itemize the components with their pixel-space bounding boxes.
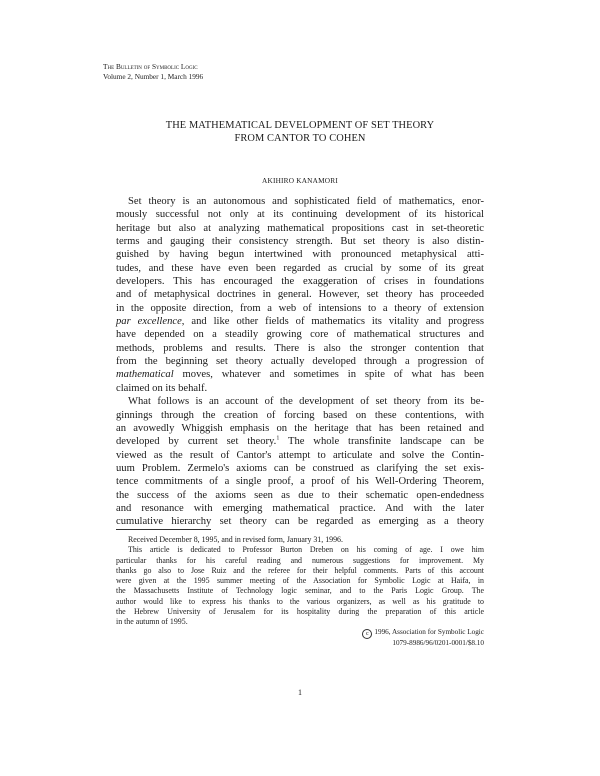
line-end: The whole transfinite landscape can be — [279, 436, 484, 448]
note-line: the Massachusetts Institute of Technology logic seminar, and to the Paris Logic Group. The — [116, 586, 484, 596]
paper-title — [0, 120, 600, 145]
text-line: the success of the axioms seen as due to their schematic open-endedness — [116, 489, 484, 501]
text-line: cumulative hierarchy set theory can be regarded as emerging as a theory — [116, 516, 484, 528]
copyright-line-1 — [362, 628, 484, 639]
note-line: thanks go also to Jose Ruiz and the referee for their helpful comments. Parts of this account — [116, 565, 484, 575]
text-line: have depended on a steadily growing core of mathematical structures and — [116, 329, 484, 341]
footnotes — [116, 535, 484, 628]
received-note: Received December 8, 1995, and in revised form, January 31, 1996. — [128, 535, 343, 544]
journal-name: The Bulletin of Symbolic Logic — [103, 62, 198, 71]
journal-volume: Volume 2, Number 1, March 1996 — [103, 72, 204, 81]
text-line: heritage but also at analyzing mathematical propositions cast in set-theoretic — [116, 222, 484, 234]
text-line-footnote — [116, 435, 484, 448]
text-line: mously successful not only at its continuing development of its historical — [116, 209, 484, 221]
text-line: tudes, and these have even been regarded as crucial by some of its great — [116, 262, 484, 274]
italic-phrase: mathematical — [116, 369, 174, 381]
note-line: particular thanks for his careful reading and numerous suggestions for improvement. My — [116, 555, 484, 565]
body-text — [116, 195, 484, 529]
note-line: in the autumn of 1995. — [116, 617, 188, 627]
text-line: an avowedly Whiggish emphasis on the heritage that has been retained and — [116, 422, 484, 434]
italic-phrase: par excellence — [116, 316, 182, 328]
text-line: tence commitments of a single proof, a proof of his Well-Ordering Theorem, — [116, 476, 484, 488]
text-line: terms and gauging their consistency strength. But set theory is also distin- — [116, 236, 484, 248]
copyright-line-2: 1079-8986/96/0201-0001/$8.10 — [392, 639, 484, 647]
text-line: and of metaphysical doctrines in general. However, set theory has proceeded — [116, 289, 484, 301]
copyright-text: 1996, Association for Symbolic Logic — [374, 628, 484, 636]
text-line: uum Problem. Zermelo's axioms can be construed as clarifying the set exis- — [116, 462, 484, 474]
paragraph-1 — [116, 195, 484, 395]
paragraph-2 — [116, 395, 484, 528]
text-line: and resonance with emerging mathematical practice. And with the later — [116, 502, 484, 514]
title-line-1: THE MATHEMATICAL DEVELOPMENT OF SET THEORY — [165, 120, 435, 131]
note-line: the Hebrew University of Jerusalem for its hospitality during the preparation of this article — [116, 607, 484, 617]
text-line: methods, problems and results. There is also the stronger contention that — [116, 342, 484, 354]
text-line: viewed as the result of Cantor's attempt to articulate and solve the Contin- — [116, 449, 484, 461]
note-line: author would like to express his thanks to the various organizers, as well as his gratitude to — [116, 596, 484, 606]
text-line: from the beginning set theory actually developed through a progression of — [116, 356, 484, 368]
text-line: developers. This has encouraged the exaggeration of crises in foundations — [116, 276, 484, 288]
text-line: in the opposite direction, from a web of intensions to a theory of extension — [116, 302, 484, 314]
text-line: ginnings through the creation of forcing based on these contentions, with — [116, 409, 484, 421]
page-number: 1 — [298, 688, 302, 697]
text-line-italic — [116, 368, 484, 381]
copyright-block — [362, 628, 484, 649]
text-line: guished by having begun intertwined with pronounced metaphysical atti- — [116, 249, 484, 261]
author-name: AKIHIRO KANAMORI — [262, 176, 338, 185]
italic-line-rest: moves, whatever and sometimes in spite of what has been — [173, 369, 484, 381]
title-line-2: FROM CANTOR TO COHEN — [234, 132, 366, 144]
text-line-italic — [116, 315, 484, 328]
text-line: What follows is an account of the development of set theory from its be- — [128, 396, 484, 408]
copyright-icon: c — [362, 629, 372, 639]
text-line: claimed on its behalf. — [116, 382, 208, 394]
footnote-marker[interactable]: 1 — [276, 435, 280, 442]
footnote-divider — [116, 529, 211, 530]
note-line: were given at the 1995 summer meeting of the Association for Symbolic Logic at Haifa, in — [116, 576, 484, 586]
italic-line-rest: , and like other fields of mathematics its vitality and progress — [181, 316, 484, 328]
text-line: Set theory is an autonomous and sophisticated field of mathematics, enor- — [128, 196, 484, 207]
journal-header — [103, 62, 203, 82]
line-start: developed by current set theory. — [116, 436, 277, 448]
dedication-note: This article is dedicated to Professor Burton Dreben on his coming of age. I owe him — [128, 545, 484, 555]
